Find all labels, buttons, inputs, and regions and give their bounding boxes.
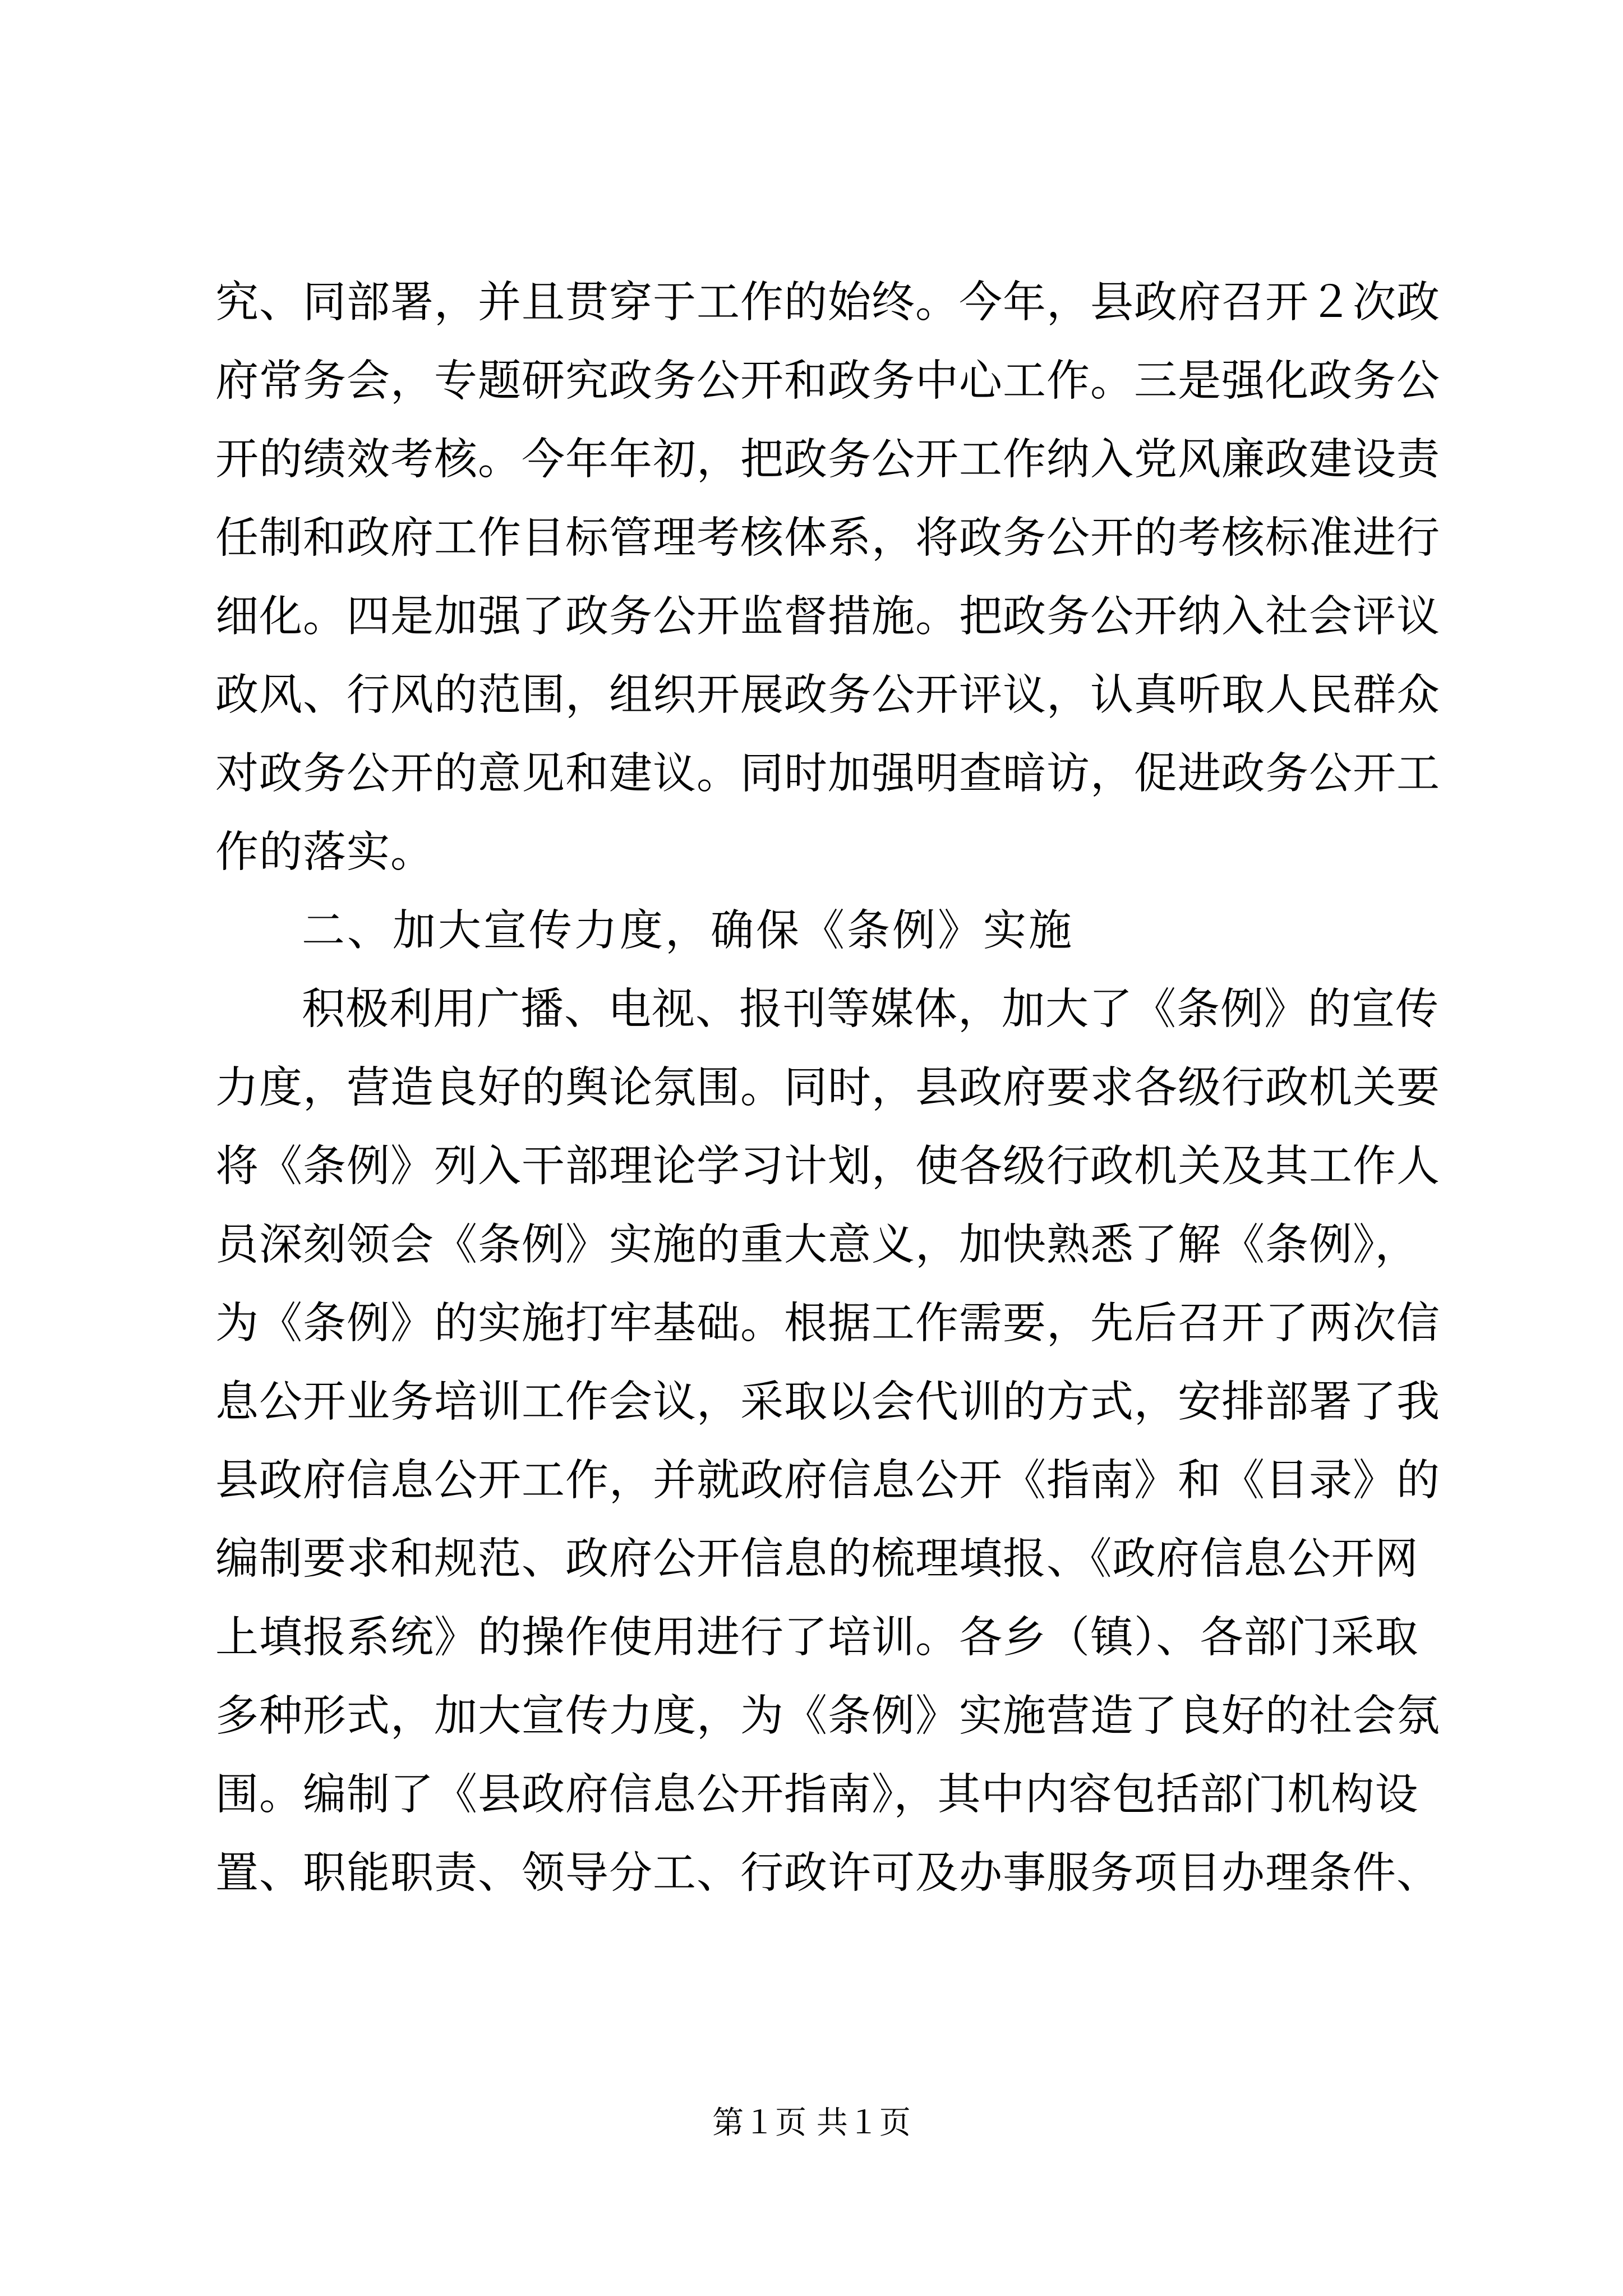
section-heading: 二、加大宣传力度，确保《条例》实施 xyxy=(302,906,1074,956)
paragraph-line: 开的绩效考核。今年年初，把政务公开工作纳入党风廉政建设责 xyxy=(215,435,1440,485)
paragraph-line: 围。编制了《县政府信息公开指南》，其中内容包括部门机构设 xyxy=(215,1770,1419,1820)
paragraph-line: 息公开业务培训工作会议，采取以会代训的方式，安排部署了我 xyxy=(215,1377,1440,1427)
paragraph-line: 任制和政府工作目标管理考核体系，将政务公开的考核标准进行 xyxy=(215,513,1440,563)
paragraph-line: 多种形式，加大宣传力度，为《条例》实施营造了良好的社会氛 xyxy=(215,1691,1440,1741)
paragraph-line: 置、职能职责、领导分工、行政许可及办事服务项目办理条件、 xyxy=(215,1848,1440,1898)
paragraph-line: 为《条例》的实施打牢基础。根据工作需要，先后召开了两次信 xyxy=(215,1299,1440,1349)
paragraph-line: 力度，营造良好的舆论氛围。同时，县政府要求各级行政机关要 xyxy=(215,1063,1440,1113)
paragraph-line: 府常务会，专题研究政务公开和政务中心工作。三是强化政务公 xyxy=(215,356,1440,406)
paragraph-line: 细化。四是加强了政务公开监督措施。把政务公开纳入社会评议 xyxy=(215,592,1440,642)
paragraph-line: 究、同部署，并且贯穿于工作的始终。今年，县政府召开２次政 xyxy=(215,278,1440,328)
paragraph-line: 上填报系统》的操作使用进行了培训。各乡（镇）、各部门采取 xyxy=(215,1613,1419,1663)
paragraph-line: 作的落实。 xyxy=(215,827,434,877)
paragraph-line: 政风、行风的范围，组织开展政务公开评议，认真听取人民群众 xyxy=(215,670,1440,720)
paragraph-line: 员深刻领会《条例》实施的重大意义，加快熟悉了解《条例》， xyxy=(215,1220,1419,1270)
paragraph-line: 积极利用广播、电视、报刊等媒体，加大了《条例》的宣传 xyxy=(302,984,1439,1034)
paragraph-line: 县政府信息公开工作，并就政府信息公开《指南》和《目录》的 xyxy=(215,1456,1440,1506)
paragraph-line: 对政务公开的意见和建议。同时加强明查暗访，促进政务公开工 xyxy=(215,749,1440,799)
paragraph-line: 将《条例》列入干部理论学习计划，使各级行政机关及其工作人 xyxy=(215,1142,1440,1191)
page-number-footer: 第１页 共１页 xyxy=(712,2105,911,2141)
paragraph-line: 编制要求和规范、政府公开信息的梳理填报、《政府信息公开网 xyxy=(215,1534,1419,1584)
